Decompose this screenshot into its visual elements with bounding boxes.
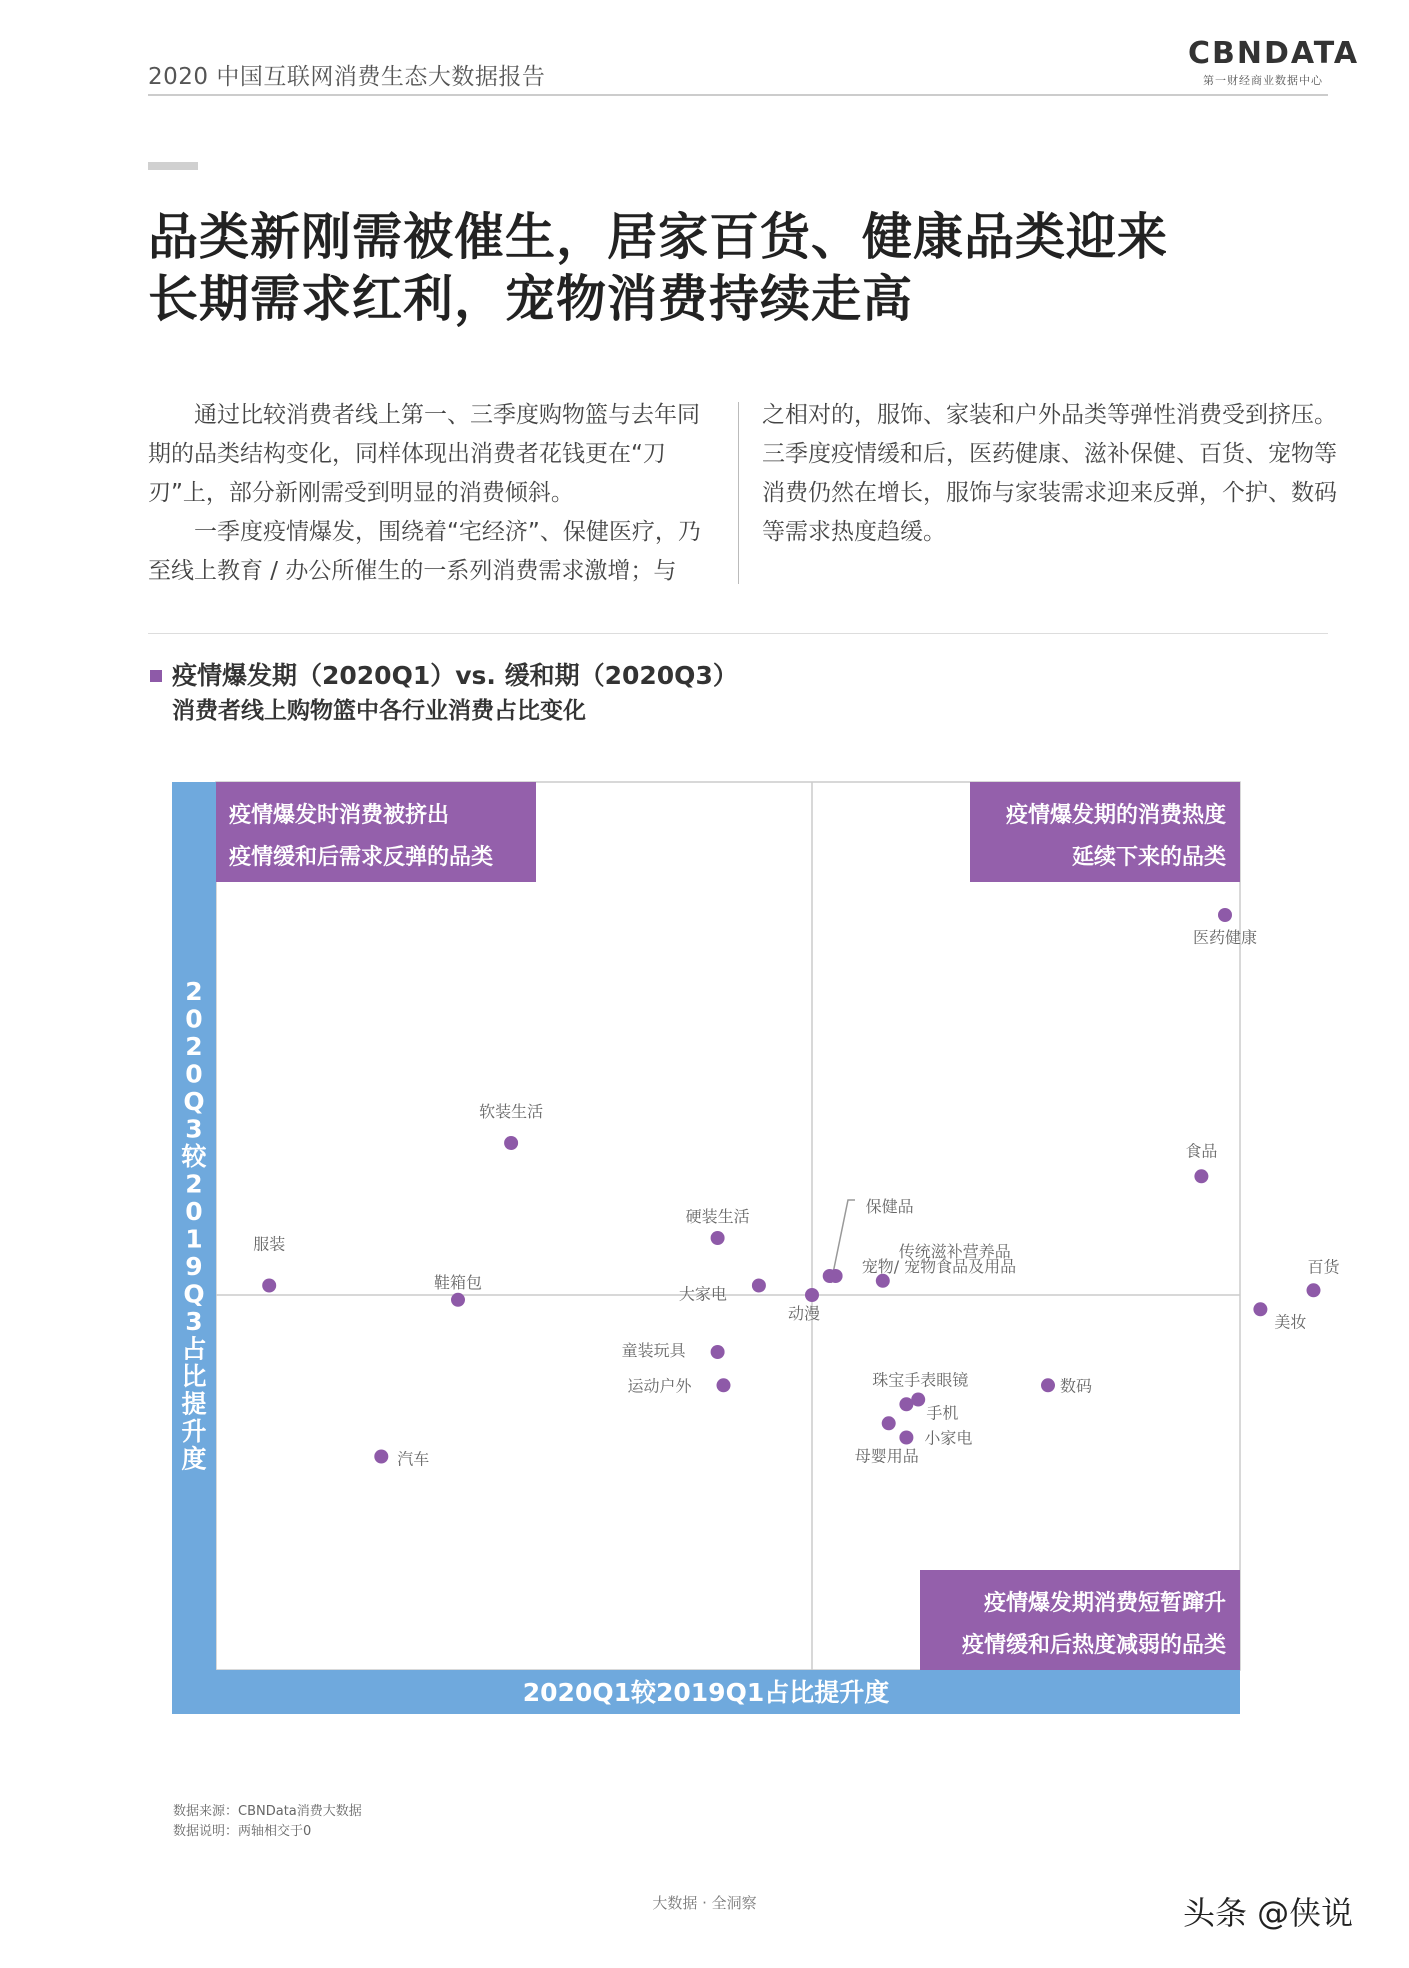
footer-brand: 头条 @侠说 <box>1183 1894 1354 1932</box>
y-axis-label-char: 提 <box>181 1389 207 1419</box>
y-axis-label-char: 较 <box>181 1142 207 1171</box>
data-point-label: 医药健康 <box>1192 928 1258 947</box>
data-point-label: 软装生活 <box>479 1102 544 1121</box>
data-point <box>374 1450 388 1464</box>
data-point <box>752 1279 766 1293</box>
quadrant-label-bottom-right-2: 疫情缓和后热度减弱的品类 <box>961 1633 1226 1658</box>
data-point-label: 大家电 <box>678 1284 727 1304</box>
data-point-label: 汽车 <box>397 1449 430 1469</box>
footer-tagline: 大数据 · 全洞察 <box>652 1894 757 1912</box>
y-axis-label-char: 2 <box>185 977 203 1006</box>
data-point <box>1253 1302 1267 1316</box>
data-point <box>717 1378 731 1392</box>
data-point-label: 传统滋补营养品 <box>898 1241 1011 1261</box>
quadrant-label-top-left-1: 疫情爆发时消费被挤出 <box>229 803 450 828</box>
chart-heading-line-2: 消费者线上购物篮中各行业消费占比变化 <box>172 698 586 724</box>
data-point-label: 百货 <box>1307 1257 1340 1277</box>
data-point-label: 鞋箱包 <box>433 1272 483 1292</box>
y-axis-label-char: 1 <box>185 1224 203 1254</box>
quadrant-label-top-right-2: 延续下来的品类 <box>1071 845 1226 870</box>
logo-tagline: 第一财经商业数据中心 <box>1203 74 1323 87</box>
quadrant-label-bottom-right-1: 疫情爆发期消费短暂蹿升 <box>983 1591 1226 1616</box>
data-point-label: 童装玩具 <box>621 1341 686 1360</box>
data-point-label: 服装 <box>253 1234 286 1254</box>
data-point <box>805 1288 819 1302</box>
y-axis-label-char: 9 <box>185 1252 203 1281</box>
body-paragraph: 一季度疫情爆发，围绕着“宅经济”、保健医疗，乃至线上教育 / 办公所催生的一系列消费需求激增；与 <box>148 519 701 584</box>
data-point <box>1041 1378 1055 1392</box>
data-point <box>504 1136 518 1150</box>
body-paragraph: 之相对的，服饰、家装和户外品类等弹性消费受到挤压。三季度疫情缓和后，医药健康、滋补保健、百货、宠物等消费仍然在增长，服饰与家装需求迎来反弹，个护、数码等需求热度趋缓。 <box>762 402 1337 545</box>
y-axis-label-char: 0 <box>185 1197 203 1226</box>
body-paragraph: 通过比较消费者线上第一、三季度购物篮与去年同期的品类结构变化，同样体现出消费者花钱更在“刀刃”上，部分新刚需受到明显的消费倾斜。 <box>148 402 700 506</box>
y-axis-label-char: 0 <box>185 1059 203 1089</box>
data-point-label: 母婴用品 <box>854 1446 919 1466</box>
report-title: 2020 中国互联网消费生态大数据报告 <box>148 64 546 90</box>
data-point <box>711 1345 725 1359</box>
data-point <box>1194 1169 1208 1183</box>
data-point <box>451 1293 465 1307</box>
source-note-line-1: 数据来源：CBNData消费大数据 <box>173 1804 362 1819</box>
data-point <box>711 1231 725 1245</box>
data-point-label: 食品 <box>1185 1141 1218 1161</box>
data-point-label: 数码 <box>1060 1376 1093 1396</box>
data-point <box>899 1431 913 1445</box>
y-axis-label-char: 占 <box>181 1334 207 1364</box>
data-point-label: 珠宝手表眼镜 <box>872 1370 969 1390</box>
data-point-label: 小家电 <box>924 1428 973 1448</box>
data-point-label: 手机 <box>926 1403 959 1423</box>
data-point <box>262 1279 276 1293</box>
quadrant-label-top-left-2: 疫情缓和后需求反弹的品类 <box>229 845 494 870</box>
y-axis-label-char: Q <box>183 1279 205 1309</box>
y-axis-label-char: 0 <box>185 1004 203 1034</box>
x-axis-label: 2020Q1较2019Q1占比提升度 <box>522 1678 890 1707</box>
y-axis-label-char: 2 <box>185 1169 203 1199</box>
data-point <box>823 1269 837 1283</box>
y-axis-label-char: 度 <box>181 1444 207 1474</box>
data-point <box>1307 1283 1321 1297</box>
y-axis-label-char: 升 <box>181 1417 207 1446</box>
data-point <box>882 1416 896 1430</box>
data-point-label: 保健品 <box>865 1197 914 1216</box>
y-axis-label-char: 比 <box>181 1362 207 1391</box>
data-point <box>899 1397 913 1411</box>
headline-line-2: 长期需求红利，宠物消费持续走高 <box>148 270 913 328</box>
quadrant-label-top-right-1: 疫情爆发期的消费热度 <box>1005 803 1226 828</box>
y-axis-label-char: Q <box>183 1087 205 1116</box>
y-axis-label-char: 2 <box>185 1032 203 1061</box>
source-note <box>173 1802 362 1842</box>
chart-plot-frame <box>216 782 1240 1670</box>
source-note-line-2: 数据说明：两轴相交于0 <box>173 1824 312 1839</box>
data-point <box>1218 908 1232 922</box>
y-axis-label-char: 3 <box>185 1114 203 1144</box>
data-point-label: 美妆 <box>1274 1312 1307 1332</box>
chart-heading-line-1: 疫情爆发期（2020Q1）vs. 缓和期（2020Q3） <box>172 661 738 690</box>
data-point-label: 硬装生活 <box>685 1207 750 1226</box>
headline-line-1: 品类新刚需被催生，居家百货、健康品类迎来 <box>148 208 1168 266</box>
y-axis-label-char: 3 <box>185 1307 203 1336</box>
data-point-label: 动漫 <box>787 1304 821 1323</box>
data-point-label: 运动户外 <box>627 1376 692 1396</box>
logo-wordmark: CBNDATA <box>1188 36 1360 71</box>
data-point-label: 宠物/ 宠物食品及用品 <box>861 1257 1017 1276</box>
